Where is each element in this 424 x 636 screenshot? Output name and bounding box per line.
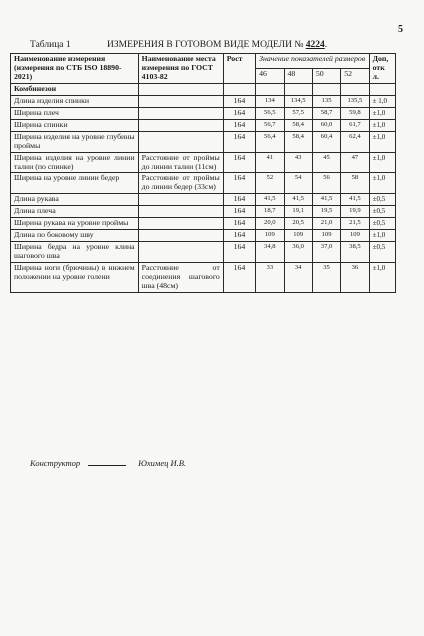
tolerance-cell: ±0,5 — [369, 242, 395, 263]
value-cell: 20,5 — [284, 218, 312, 230]
value-cell: 58,7 — [312, 107, 340, 119]
height-cell: 164 — [223, 242, 255, 263]
value-cell: 41,5 — [312, 194, 340, 206]
model-number: 4224 — [305, 40, 325, 50]
value-cell: 109 — [256, 230, 284, 242]
height-cell: 164 — [223, 230, 255, 242]
table-caption — [30, 40, 327, 50]
height-cell: 164 — [223, 95, 255, 107]
table-row — [11, 131, 396, 152]
section-title: Комбинезон — [11, 83, 139, 95]
measurement-place — [138, 107, 223, 119]
value-cell: 41,5 — [284, 194, 312, 206]
value-cell: 59,8 — [341, 107, 369, 119]
tolerance-cell: ±0,5 — [369, 218, 395, 230]
measurement-name: Ширина плеч — [11, 107, 139, 119]
height-cell: 164 — [223, 131, 255, 152]
table-row — [11, 194, 396, 206]
measurement-place: Расстояние от соединения шагового шва (48см) — [138, 263, 223, 293]
measurement-name: Длина изделия спинки — [11, 95, 139, 107]
table-title: ИЗМЕРЕНИЯ В ГОТОВОМ ВИДЕ МОДЕЛИ № — [107, 40, 304, 50]
tolerance-cell: ±1,0 — [369, 230, 395, 242]
measurement-place — [138, 119, 223, 131]
value-cell: 41,5 — [341, 194, 369, 206]
tolerance-cell: ±1,0 — [369, 107, 395, 119]
value-cell: 109 — [284, 230, 312, 242]
measurements-table — [10, 53, 396, 293]
signature-name: Юхимец И.В. — [138, 458, 187, 468]
value-cell: 60,0 — [312, 119, 340, 131]
measurement-place — [138, 131, 223, 152]
value-cell: 36 — [341, 263, 369, 293]
table-label: Таблица 1 — [30, 40, 71, 50]
header-values: Значение показателей размеров — [256, 54, 369, 69]
value-cell: 135,5 — [341, 95, 369, 107]
value-cell: 47 — [341, 152, 369, 173]
value-cell: 34,8 — [256, 242, 284, 263]
value-cell: 58,4 — [284, 131, 312, 152]
header-place: Наименование места измерения по ГОСТ 4103-82 — [138, 54, 223, 84]
value-cell: 54 — [284, 173, 312, 194]
value-cell: 134,5 — [284, 95, 312, 107]
value-cell: 19,9 — [341, 206, 369, 218]
value-cell: 21,0 — [312, 218, 340, 230]
tolerance-cell: ±1,0 — [369, 131, 395, 152]
value-cell: 109 — [312, 230, 340, 242]
size-cell: 52 — [341, 68, 369, 83]
value-cell: 41 — [256, 152, 284, 173]
measurement-name: Ширина на уровне линии бедер — [11, 173, 139, 194]
value-cell: 45 — [312, 152, 340, 173]
table-row — [11, 242, 396, 263]
measurement-place: Расстояние от проймы до линии талии (11см) — [138, 152, 223, 173]
table-row — [11, 107, 396, 119]
height-cell: 164 — [223, 263, 255, 293]
table-row — [11, 152, 396, 173]
height-cell: 164 — [223, 107, 255, 119]
value-cell: 135 — [312, 95, 340, 107]
tolerance-cell: ±0,5 — [369, 194, 395, 206]
value-cell: 56,7 — [256, 119, 284, 131]
measurement-place — [138, 230, 223, 242]
table-row — [11, 230, 396, 242]
height-cell: 164 — [223, 206, 255, 218]
value-cell: 20,0 — [256, 218, 284, 230]
value-cell: 61,7 — [341, 119, 369, 131]
value-cell: 60,4 — [312, 131, 340, 152]
header-tolerance: Доп, отк л. — [369, 54, 395, 84]
measurement-place — [138, 242, 223, 263]
value-cell: 56,4 — [256, 131, 284, 152]
tolerance-cell: ±0,5 — [369, 206, 395, 218]
measurement-name: Длина плеча — [11, 206, 139, 218]
signature-block — [30, 458, 186, 468]
measurement-name: Ширина рукава на уровне проймы — [11, 218, 139, 230]
value-cell: 19,5 — [312, 206, 340, 218]
tolerance-cell: ±1,0 — [369, 173, 395, 194]
table-row — [11, 119, 396, 131]
size-cell: 50 — [312, 68, 340, 83]
measurement-place: Расстояние от проймы до линии бедер (33см) — [138, 173, 223, 194]
value-cell: 57,5 — [284, 107, 312, 119]
value-cell: 58 — [341, 173, 369, 194]
value-cell: 43 — [284, 152, 312, 173]
value-cell: 62,4 — [341, 131, 369, 152]
signature-role: Конструктор — [30, 458, 81, 468]
height-cell: 164 — [223, 194, 255, 206]
header-row — [11, 54, 396, 69]
measurement-name: Длина по боковому шву — [11, 230, 139, 242]
height-cell: 164 — [223, 119, 255, 131]
section-row — [11, 83, 396, 95]
value-cell: 56 — [312, 173, 340, 194]
value-cell: 37,0 — [312, 242, 340, 263]
value-cell: 33 — [256, 263, 284, 293]
table-row — [11, 206, 396, 218]
header-height: Рост — [223, 54, 255, 84]
value-cell: 109 — [341, 230, 369, 242]
value-cell: 34 — [284, 263, 312, 293]
value-cell: 19,1 — [284, 206, 312, 218]
value-cell: 36,0 — [284, 242, 312, 263]
measurement-place — [138, 206, 223, 218]
table-row — [11, 263, 396, 293]
measurement-name: Ширина ноги (брючины) в нижнем положении на уровне голени — [11, 263, 139, 293]
tolerance-cell: ±1,0 — [369, 152, 395, 173]
caption-suffix: . — [324, 40, 328, 50]
value-cell: 58,4 — [284, 119, 312, 131]
size-cell: 46 — [256, 68, 284, 83]
value-cell: 41,5 — [256, 194, 284, 206]
measurement-name: Ширина спинки — [11, 119, 139, 131]
value-cell: 134 — [256, 95, 284, 107]
value-cell: 18,7 — [256, 206, 284, 218]
measurement-name: Ширина бедра на уровне клина шагового шва — [11, 242, 139, 263]
height-cell: 164 — [223, 152, 255, 173]
measurement-place — [138, 95, 223, 107]
tolerance-cell: ±1,0 — [369, 119, 395, 131]
tolerance-cell: ± 1,0 — [369, 95, 395, 107]
measurement-name: Длина рукава — [11, 194, 139, 206]
height-cell: 164 — [223, 218, 255, 230]
table-row — [11, 218, 396, 230]
table-row — [11, 95, 396, 107]
height-cell: 164 — [223, 173, 255, 194]
measurement-place — [138, 218, 223, 230]
measurement-name: Ширина изделия на уровне глубины проймы — [11, 131, 139, 152]
table-row — [11, 173, 396, 194]
value-cell: 38,5 — [341, 242, 369, 263]
signature-line — [88, 465, 126, 466]
size-cell: 48 — [284, 68, 312, 83]
value-cell: 35 — [312, 263, 340, 293]
measurement-name: Ширина изделия на уровне линии талии (по спинке) — [11, 152, 139, 173]
value-cell: 21,5 — [341, 218, 369, 230]
value-cell: 56,5 — [256, 107, 284, 119]
header-name: Наименование измерения (измерения по СТБ ISO 18890-2021) — [11, 54, 139, 84]
page-number: 5 — [398, 24, 403, 35]
tolerance-cell: ±1,0 — [369, 263, 395, 293]
measurement-place — [138, 194, 223, 206]
value-cell: 52 — [256, 173, 284, 194]
